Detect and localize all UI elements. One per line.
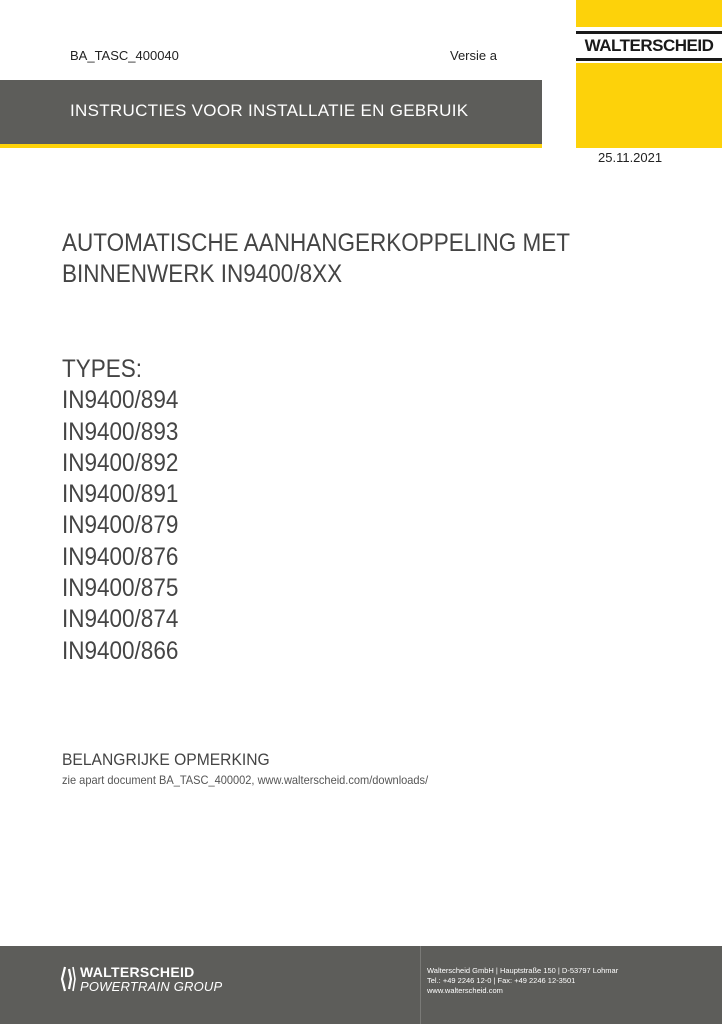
type-item: IN9400/875 (62, 574, 179, 603)
type-item: IN9400/876 (62, 542, 179, 571)
type-item: IN9400/893 (62, 417, 179, 446)
contact-line: Tel.: +49 2246 12-0 | Fax: +49 2246 12-3501 (427, 976, 576, 985)
address-line: Walterscheid GmbH | Hauptstraße 150 | D-53797 Lohmar (427, 966, 619, 975)
types-list (62, 354, 178, 667)
walterscheid-emblem-icon (60, 965, 76, 993)
version-label: Versie a (450, 48, 497, 63)
footer (0, 946, 722, 1024)
document-id: BA_TASC_400040 (70, 48, 179, 63)
brand-logo-block (576, 0, 722, 148)
type-item: IN9400/894 (62, 386, 179, 415)
important-note-heading: BELANGRIJKE OPMERKING (62, 750, 270, 769)
type-item: IN9400/879 (62, 511, 179, 540)
important-note-text: zie apart document BA_TASC_400002, www.walterscheid.com/downloads/ (62, 773, 429, 787)
footer-divider (420, 946, 421, 1024)
document-date: 25.11.2021 (598, 150, 663, 165)
type-item: IN9400/891 (62, 480, 179, 509)
type-item: IN9400/892 (62, 448, 179, 477)
product-title-line2: BINNENWERK IN9400/8XX (62, 260, 343, 288)
footer-logo (60, 964, 260, 996)
company-address (427, 966, 618, 996)
type-item: IN9400/866 (62, 636, 179, 665)
footer-brand-group: POWERTRAIN GROUP (80, 979, 223, 994)
website-line: www.walterscheid.com (427, 986, 503, 995)
document-type-title: INSTRUCTIES VOOR INSTALLATIE EN GEBRUIK (70, 101, 469, 120)
types-label: TYPES: (62, 355, 143, 383)
walterscheid-logo: WALTERSCHEID (576, 31, 722, 61)
product-title (62, 228, 602, 290)
title-bar-stripe (0, 144, 542, 148)
type-item: IN9400/874 (62, 605, 179, 634)
footer-brand-name: WALTERSCHEID (80, 964, 195, 980)
product-title-line1: AUTOMATISCHE AANHANGERKOPPELING MET (62, 229, 571, 257)
